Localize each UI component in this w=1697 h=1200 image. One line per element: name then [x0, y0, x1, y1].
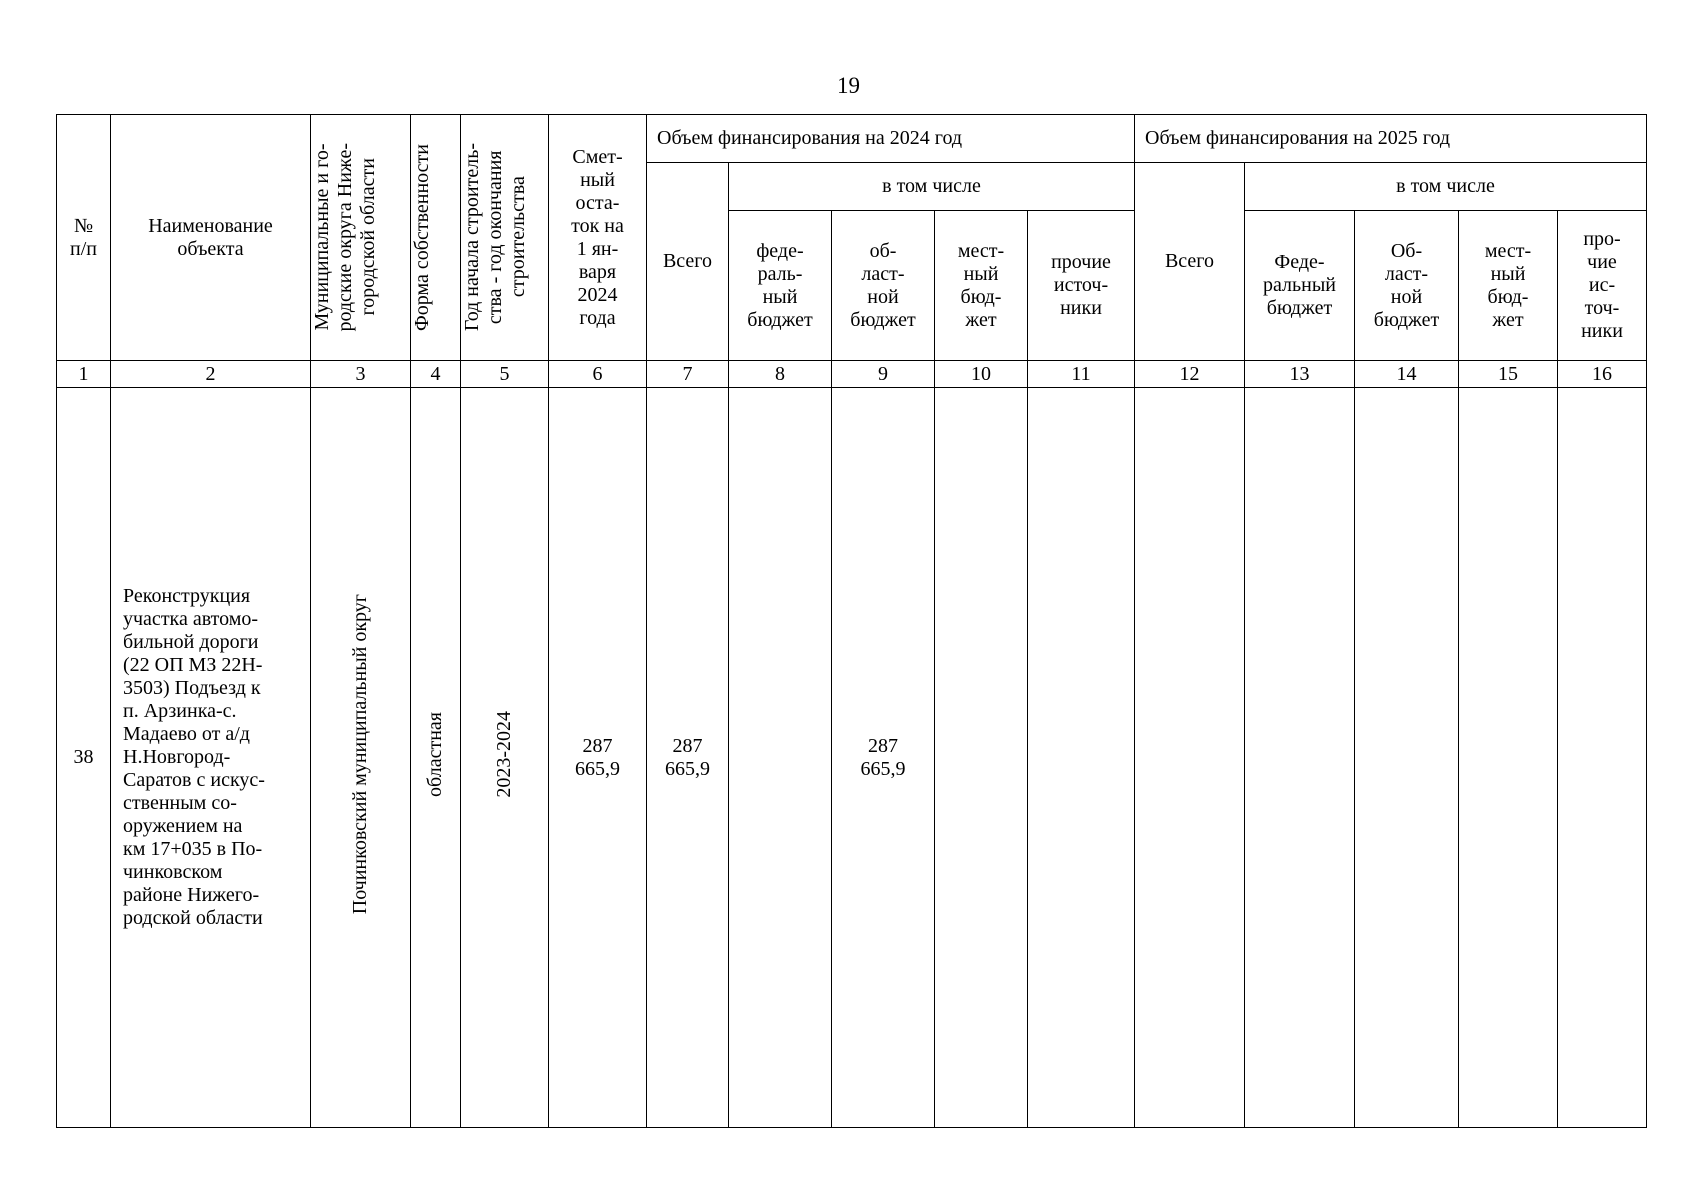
header-including-2025: в том числе: [1245, 163, 1647, 211]
object-name: Реконструкция участка автомо- бильной дороги (22 ОП МЗ 22Н- 3503) Подъезд к п. Арзинка-с. Мадаево от а/д Н.Новгород- Саратов с искус- ственным со- оружением на км 17+035 в По- чинковском районе Нижего- родской области: [111, 388, 311, 1128]
header-regional-2024: об- ласт- ной бюджет: [832, 211, 935, 361]
column-number: 13: [1245, 361, 1355, 388]
years-cell: 2023-2024: [461, 388, 549, 1128]
header-including-2024: в том числе: [729, 163, 1135, 211]
header-group-2025: Объем финансирования на 2025 год: [1135, 115, 1647, 163]
total-2025-cell: [1135, 388, 1245, 1128]
table-row: [57, 388, 1647, 1128]
column-number: 2: [111, 361, 311, 388]
header-municipality: Муниципальные и го- родские округа Ниже- городской области: [311, 115, 411, 361]
column-number: 4: [411, 361, 461, 388]
header-regional-2025: Об- ласт- ной бюджет: [1355, 211, 1459, 361]
column-number: 14: [1355, 361, 1459, 388]
ownership-cell: областная: [411, 388, 461, 1128]
column-number: 15: [1459, 361, 1558, 388]
header-federal-2025: Феде- ральный бюджет: [1245, 211, 1355, 361]
column-number: 5: [461, 361, 549, 388]
column-number: 16: [1558, 361, 1647, 388]
header-group-2024: Объем финансирования на 2024 год: [647, 115, 1135, 163]
estimate-cell: 287 665,9: [549, 388, 647, 1128]
total-2024-cell: 287 665,9: [647, 388, 729, 1128]
header-estimate: Смет- ный оста- ток на 1 ян- варя 2024 года: [549, 115, 647, 361]
header-other-2024: прочие источ- ники: [1028, 211, 1135, 361]
column-number: 10: [935, 361, 1028, 388]
column-number-row: [57, 361, 1647, 388]
column-number: 9: [832, 361, 935, 388]
header-local-2024: мест- ный бюд- жет: [935, 211, 1028, 361]
header-other-2025: про- чие ис- точ- ники: [1558, 211, 1647, 361]
column-number: 8: [729, 361, 832, 388]
header-num: № п/п: [57, 115, 111, 361]
header-total-2024: Всего: [647, 163, 729, 361]
regional-2025-cell: [1355, 388, 1459, 1128]
header-name: Наименование объекта: [111, 115, 311, 361]
column-number: 7: [647, 361, 729, 388]
municipality-cell: Починковский муниципальный округ: [311, 388, 411, 1128]
column-number: 6: [549, 361, 647, 388]
header-years: Год начала строитель- ства - год окончания строительства: [461, 115, 549, 361]
column-number: 1: [57, 361, 111, 388]
local-2024-cell: [935, 388, 1028, 1128]
other-2025-cell: [1558, 388, 1647, 1128]
header-local-2025: мест- ный бюд- жет: [1459, 211, 1558, 361]
regional-2024-cell: 287 665,9: [832, 388, 935, 1128]
federal-2024-cell: [729, 388, 832, 1128]
federal-2025-cell: [1245, 388, 1355, 1128]
financing-table: [56, 114, 1647, 1128]
local-2025-cell: [1459, 388, 1558, 1128]
header-total-2025: Всего: [1135, 163, 1245, 361]
column-number: 3: [311, 361, 411, 388]
column-number: 12: [1135, 361, 1245, 388]
header-ownership: Форма собственности: [411, 115, 461, 361]
column-number: 11: [1028, 361, 1135, 388]
other-2024-cell: [1028, 388, 1135, 1128]
header-federal-2024: феде- раль- ный бюджет: [729, 211, 832, 361]
page-number: 19: [837, 73, 860, 98]
row-number: 38: [57, 388, 111, 1128]
